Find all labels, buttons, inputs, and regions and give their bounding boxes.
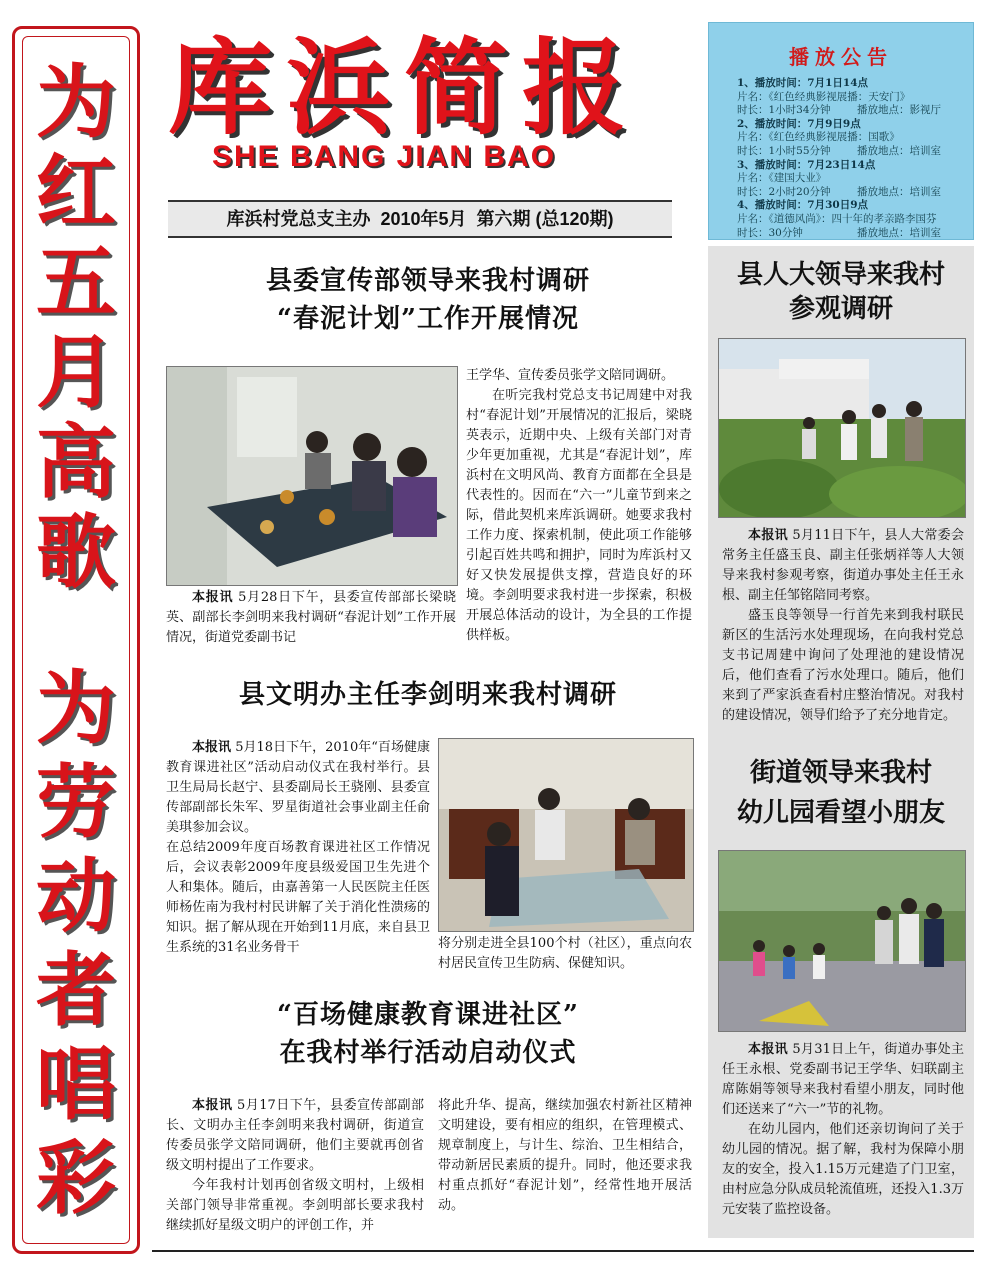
issue-bar: 库浜村党总支主办 2010年5月 第六期 (总120期) <box>168 200 672 238</box>
notice-item-film: 片名：《红色经典影视展播：天安门》 <box>737 90 911 103</box>
right1-headline-line2: 参观调研 <box>788 294 893 324</box>
article1-headline <box>166 262 690 338</box>
sidebar <box>708 246 974 1238</box>
notice-title: 播放公告 <box>789 45 893 69</box>
health-photo-image <box>439 739 693 931</box>
article1-caption: 5月28日下午，县委宣传部部长梁晓英、副部长李剑明来我村调研“春泥计划”工作开展情况，街道党委副书记 <box>166 590 456 645</box>
notice-item-head: 4、播放时间：7月30日9点 <box>737 199 869 212</box>
slogan-char: 者 <box>36 943 116 1037</box>
notice-item-film: 片名：《红色经典影视展播：国歌》 <box>737 131 900 144</box>
article2-col-right <box>438 934 692 974</box>
article2-col-left <box>166 738 430 958</box>
slogan-char: 为 <box>36 661 116 755</box>
meeting-photo-image <box>167 367 457 585</box>
slogan-text <box>0 0 150 1278</box>
right1-body <box>722 526 964 726</box>
slogan-char: 高 <box>36 415 116 509</box>
notice-item-head: 2、播放时间：7月9日9点 <box>737 117 861 130</box>
village-tour-photo <box>718 338 966 518</box>
article3-col-right <box>438 1096 692 1216</box>
article2-p2: 在总结2009年度百场教育课进社区工作情况后，会议表彰2009年度县级爱国卫生先进个人和集体。随后，由嘉善第一人民医院主任医师杨佐南为我村村民讲解了关于消化性溃疡的知识。据了解从现在开始到11月底，来自县卫生系统的31名业务骨干 <box>166 840 430 955</box>
village-tour-photo-image <box>719 339 965 517</box>
right1-headline-line1: 县人大领导来我村 <box>736 260 945 290</box>
article3-headline-line1: “百场健康教育课进社区” <box>277 1000 579 1030</box>
notice-item-film: 片名：《建国大业》 <box>737 172 827 185</box>
article1-headline-line2: “春泥计划”工作开展情况 <box>277 304 579 334</box>
notice-item-film: 片名：《道德风尚》：四十年的孝亲路李国芬 <box>737 212 937 225</box>
right2-headline-line1: 街道领导来我村 <box>749 758 932 788</box>
notice-item-duration: 时长：1小时55分钟 <box>737 144 831 157</box>
article1-lead: 本报讯 <box>192 590 234 605</box>
slogan-char: 动 <box>36 849 116 943</box>
notice-item-location: 播放地点：培训室 <box>857 185 941 198</box>
notice-item-location: 播放地点：培训室 <box>857 226 941 239</box>
slogan-char: 为 <box>36 55 116 149</box>
notice-item-head: 1、播放时间：7月1日14点 <box>737 77 869 89</box>
article1-headline-line1: 县委宣传部领导来我村调研 <box>265 266 590 296</box>
article2-lead: 本报讯 <box>192 740 232 755</box>
slogan-char: 歌 <box>36 505 116 599</box>
article3-lead: 本报讯 <box>192 1098 233 1113</box>
notice-list <box>737 77 969 240</box>
notice-item-duration: 时长：1小时34分钟 <box>737 104 831 117</box>
notice-item-duration: 时长：2小时20分钟 <box>737 185 831 198</box>
right2-lead: 本报讯 <box>748 1042 788 1057</box>
article3-p1: 5月17日下午，县委宣传部副部长、文明办主任李剑明来我村调研，街道宣传委员张学文陪同调研，他们主要就再创省级文明村提出了工作要求。 <box>166 1098 424 1173</box>
notice-item-duration: 时长：30分钟 <box>737 226 803 239</box>
article1-right-p1: 王学华、宣传委员张学文陪同调研。 <box>466 368 675 383</box>
article3-headline <box>166 996 690 1072</box>
article2-headline: 县文明办主任李剑明来我村调研 <box>238 680 617 710</box>
slogan-char: 五 <box>36 235 116 329</box>
notice-item-location: 播放地点：影视厅 <box>857 104 941 117</box>
health-photo <box>438 738 694 932</box>
article1-col-right <box>466 366 692 646</box>
right2-p2: 在幼儿园内，他们还亲切询问了关于幼儿园的情况。据了解，我村为保障小朋友的安全，投入1.15万元建造了门卫室，由村应急分队成员轮流值班，还投入1.3万元安装了监控设备。 <box>722 1122 964 1217</box>
slogan-char: 月 <box>36 325 116 419</box>
right1-p1: 5月11日下午，县人大常委会常务主任盛玉良、副主任张炳祥等人大领导来我村参观考察，街道办事处主任王永根、副主任邹铭陪同考察。 <box>722 528 964 603</box>
slogan-char: 彩 <box>36 1131 116 1225</box>
meeting-photo <box>166 366 458 586</box>
masthead-pinyin: SHE BANG JIAN BAO <box>212 140 557 173</box>
right2-body <box>722 1040 964 1220</box>
article2-p3: 将分别走进全县100个村（社区），重点向农村居民宣传卫生防病、保健知识。 <box>438 936 692 971</box>
right2-p1: 5月31日上午，街道办事处主任王永根、党委副书记王学华、妇联副主席陈娟等领导来我村看望小朋友，同时他们还送来了“六一”节的礼物。 <box>722 1042 964 1117</box>
article1-col-left <box>166 588 456 648</box>
slogan-char: 劳 <box>36 755 116 849</box>
notice-box <box>708 22 974 240</box>
notice-item-location: 播放地点：培训室 <box>857 144 941 157</box>
slogan-char: 唱 <box>36 1037 116 1131</box>
kindergarten-photo <box>718 850 966 1032</box>
right1-p2: 盛玉良等领导一行首先来到我村联民新区的生活污水处理现场，在向我村党总支书记周建中询问了处理池的建设情况后，他们查看了污水处理口。随后，他们来到了严家浜查看村庄整治情况。对我村的建设情况，领导们给予了充分地肯定。 <box>722 608 964 723</box>
masthead-title: 库浜简报 <box>168 26 641 149</box>
bottom-rule <box>152 1250 974 1252</box>
article3-col-left <box>166 1096 424 1236</box>
article1-right-p2: 在听完我村党总支书记周建中对我村“春泥计划”开展情况的汇报后，梁晓英表示，近期中央、上级有关部门对青少年更加重视，尤其是“春泥计划”，库浜村在文明风尚、教育方面都在全县是代表性的。因而在“六一”儿童节到来之际，借此契机来库浜调研。她要求我村工作力度、探索机制，使此项工作能够引起百姓共鸣和拥护，同时为库浜村又好又快发展提供支撑，营造良好的环境。李剑明要求我村进一步探索，积极开展总体活动的设计，为全县的工作提供样板。 <box>466 388 692 643</box>
right2-headline-line2: 幼儿园看望小朋友 <box>736 798 945 828</box>
article3-p2: 今年我村计划再创省级文明村，上级相关部门领导非常重视。李剑明部长要求我村继续抓好星级文明户的评创工作，并 <box>166 1178 424 1233</box>
right1-lead: 本报讯 <box>748 528 788 543</box>
slogan-char: 红 <box>36 145 116 239</box>
kindergarten-photo-image <box>719 851 965 1031</box>
article3-p3: 将此升华、提高，继续加强农村新社区精神文明建设，要有相应的组织，在管理模式、规章制度上，与计生、综治、卫生相结合，带动新居民素质的提升。同时，他还要求我村重点抓好“春泥计划”，经常性地开展活动。 <box>438 1098 692 1213</box>
notice-item-head: 3、播放时间：7月23日14点 <box>737 158 876 171</box>
article2-p1: 5月18日下午，2010年“百场健康教育课进社区”活动启动仪式在我村举行。县卫生局局长赵宁、县委副局长王骁刚、县委宣传部副部长朱军、罗星街道社会事业副主任俞美琪参加会议。 <box>166 740 430 835</box>
article3-headline-line2: 在我村举行活动启动仪式 <box>279 1038 577 1068</box>
